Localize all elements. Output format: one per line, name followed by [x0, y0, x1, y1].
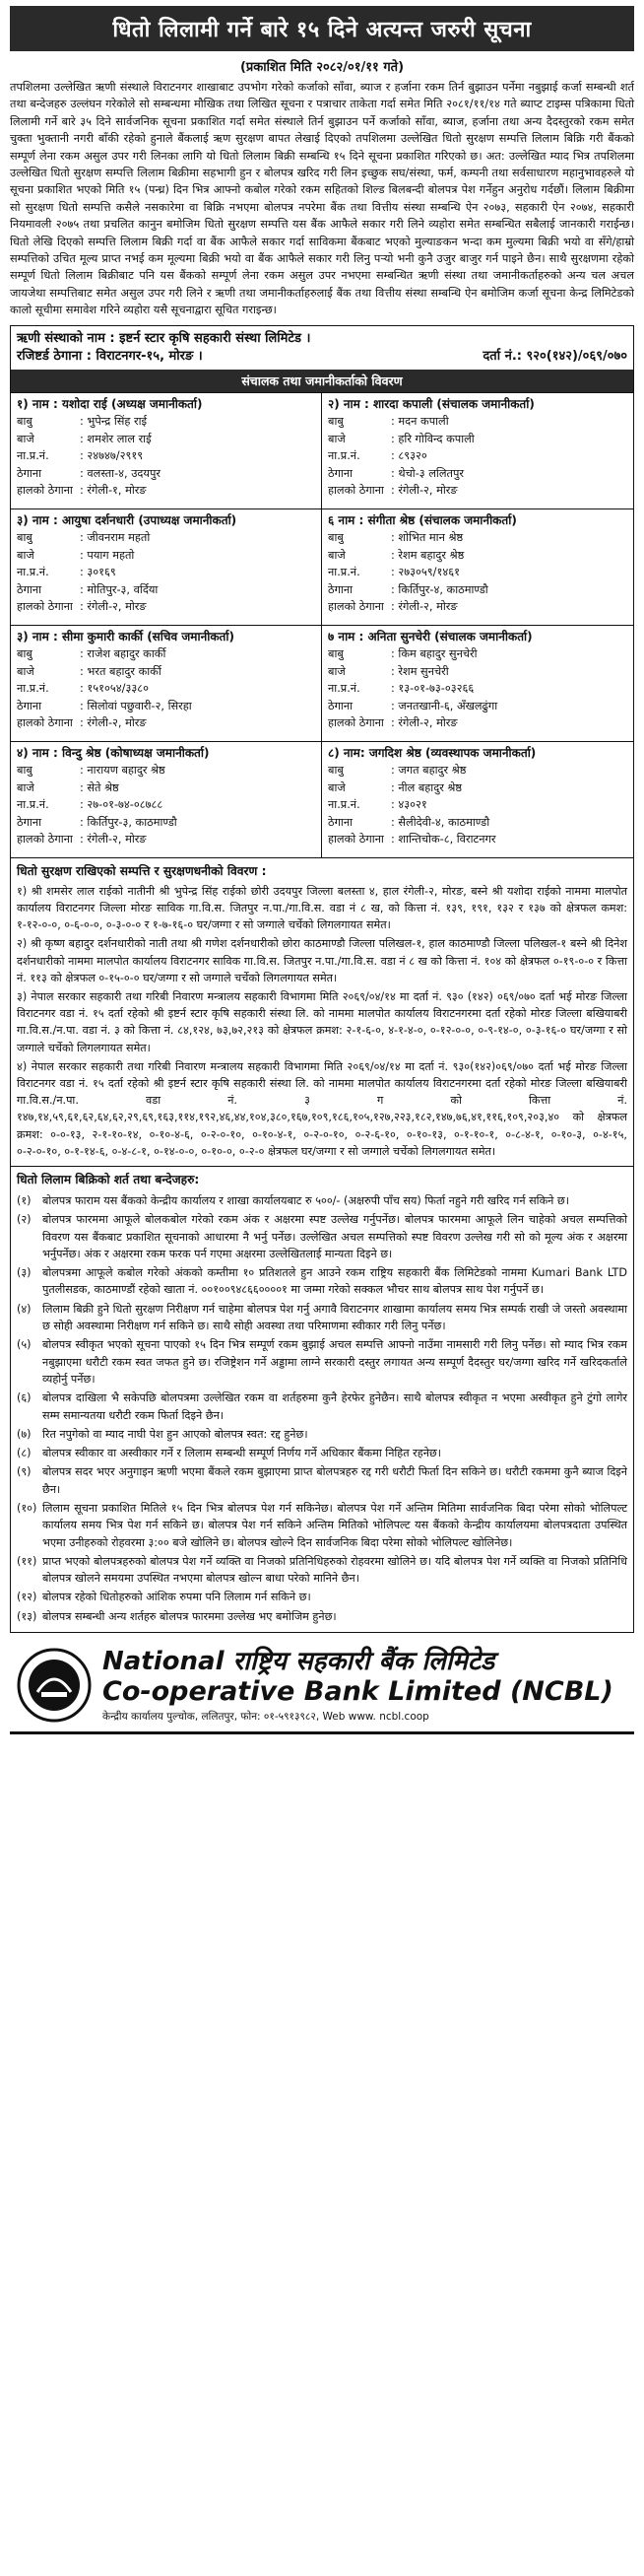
- member-detail-row: [17, 680, 315, 698]
- property-item: २) श्री कृष्ण बहादुर दर्शनधारीको नाती तथा श्री गणेश दर्शनधारीको छोरा काठमाण्डौ जिल्ला पलिखल-१, हाल काठमाण्डौ जिल्ला पलिखल-१ बस्ने श्री दिनेश दर्शनधारीको नाममा मालपोत कार्यालय विराटनगर साविक गा.वि.स. जितपुर न.पा./गा.वि.स. वडा नं ८ ख को कित्ता नं. १०४ को क्षेत्रफल ०-१९-०-० र कित्ता नं. ११३ को क्षेत्रफल ०-१५-०-० घर/जग्गा र सो जग्गाले चर्चेको लिगलगायत समेत।: [17, 937, 627, 984]
- terms-heading: धितो लिलाम बिक्रिको शर्त तथा बन्देजहरु:: [11, 1166, 633, 1189]
- member-detail-row: [17, 780, 315, 797]
- member-detail-label: ठेगाना: [17, 466, 42, 480]
- member-detail-label: ना.प्र.नं.: [17, 449, 49, 463]
- member-detail-value: : नील बहादुर श्रेष्ठ: [391, 780, 463, 794]
- member-detail-row: [328, 780, 627, 797]
- member-detail-label: ठेगाना: [17, 815, 42, 829]
- property-item: ४) नेपाल सरकार सहकारी तथा गरिबी निवारण मन्त्रालय सहकारी विभागमा मिति २०६९/०४/१४ मा दर्ता नं. ९३०(१४२)०६९/०७० दर्ता भई मोरङ जिल्ला विराटनगर वडा नं. १५ दर्ता रहेको श्री इष्टर्न स्टार कृषि सहकारी संस्था लि. को नाममा मालपोत कार्यालय विराटनगरमा दर्ता रहेको मोरङ जिल्ला बखियाबरी गा.वि.स./न.पा. वडा नं. ३ ग को कित्ता नं. १४७,१४,५९,६१,६२,६४,६२,२९,६९,१६३,११४,१९२,४६,४४,१०४,३८०,१६७,१०९,१८६,१०५,१२७,२२३,१८२,१४७,७६,४१,११६,१०९,२०३,४० को क्षेत्रफल क्रमश: ०-०-१३, २-१-१०-१४, ०-१०-४-६, ०-२-०-१०, ०-१०-४-१, ०-२-०-१०, ०-२-६-१०, ०-१०-१३, ०-१-१०-१, ०-८-४-१, ०-१०-३, ०-४-१५, ०-२-०-१०, ०-१-१४-६, ०-४-८-१, ०-१४-०-०, ०-१०-०, ०-२-० क्षेत्रफल घर/जग्गा र सो जग्गाले चर्चेको लिगलगायत समेत।: [17, 1059, 627, 1158]
- term-number: (१): [17, 1193, 32, 1207]
- member-detail-label: ना.प्र.नं.: [328, 566, 360, 579]
- member-detail-value: : मदन कपाली: [391, 415, 449, 429]
- member-detail-label: ठेगाना: [328, 699, 354, 712]
- term-item: [17, 1463, 627, 1498]
- term-item: [17, 1426, 627, 1443]
- member-name: ३) नाम : आयुषा दर्शनधारी (उपाध्यक्ष जमानीकर्ता): [17, 512, 237, 527]
- bank-name-nepali: राष्ट्रिय सहकारी बैंक लिमिटेड: [232, 1647, 494, 1677]
- member-detail-value: : रेशम बहादुर श्रेष्ठ: [391, 548, 465, 562]
- member-detail-label: बाजे: [328, 664, 346, 678]
- notice-page: [10, 6, 634, 1734]
- term-item: [17, 1264, 627, 1299]
- member-detail-label: हालको ठेगाना: [328, 600, 384, 614]
- term-number: (५): [17, 1338, 32, 1352]
- member-detail-row: [17, 698, 315, 715]
- member-cell: [11, 625, 322, 741]
- term-number: (१२): [17, 1591, 37, 1604]
- member-detail-value: : पयाग महतो: [80, 548, 135, 562]
- member-detail-value: : १५१०५४/३३८०: [80, 682, 149, 696]
- term-number: (७): [17, 1427, 32, 1441]
- member-detail-label: हालको ठेगाना: [328, 484, 384, 498]
- term-text: बोलपत्रमा आफूले कबोल गरेको अंकको कम्तीमा १० प्रतिशतले हुन आउने रकम राष्ट्रिय सहकारी बैंक लिमिटेडको नाममा Kumari Bank LTD पुतलीसडक, काठमाण्डौं रहेको खाता नं. ००१००९४८६६००००१ मा जम्मा गरेको सक्कल भौचर साथ बोलपत्र साथ पेश गर्नुपर्ने छ।: [42, 1266, 627, 1297]
- member-detail-value: : १३-०१-७३-०३२६६: [391, 682, 475, 696]
- member-cell: [322, 741, 633, 857]
- member-name: ४) नाम : विन्दु श्रेष्ठ (कोषाध्यक्ष जमानीकर्ता): [17, 745, 210, 760]
- member-detail-label: ना.प्र.नं.: [17, 682, 49, 696]
- term-number: (६): [17, 1391, 32, 1405]
- member-detail-label: हालको ठेगाना: [17, 833, 73, 847]
- member-detail-row: [17, 796, 315, 814]
- member-detail-row: [17, 547, 315, 565]
- member-detail-label: हालको ठेगाना: [328, 716, 384, 730]
- member-detail-row: [328, 529, 627, 547]
- member-detail-row: [17, 529, 315, 547]
- term-item: [17, 1301, 627, 1335]
- bottom-rule: [10, 1731, 634, 1734]
- term-text: लिलाम सूचना प्रकाशित मितिले १५ दिन भित्र बोलपत्र पेश गर्न सकिनेछ। बोलपत्र पेश गर्ने अन्तिम मितिमा सार्वजनिक बिदा परेमा सोको भोलिपल्ट कार्यालय समय भित्र पेश गर्न सकिने छ। बोलपत्र पेश गर्न सकिने अन्तिम मितिको भोलिपल्ट यस बैंकको केन्द्रीय कार्यालयमा बोलपत्रदाता उपस्थित भएमा उनीहरुको रोहवरमा ३:०० बजे खोलिने छ। बोलपत्र खोल्ने दिन सार्वजनिक बिदा परेमा सोको भोलिपल्ट खोलिनेछ।: [42, 1501, 627, 1549]
- member-detail-value: : हरि गोविन्द कपाली: [391, 432, 475, 445]
- member-detail-row: [17, 714, 315, 732]
- member-detail-row: [17, 598, 315, 616]
- member-name: ६ नाम : संगीता श्रेष्ठ (संचालक जमानीकर्ता): [328, 512, 517, 527]
- member-detail-row: [17, 431, 315, 448]
- term-item: [17, 1445, 627, 1461]
- borrower-address: रजिष्टर्ड ठेगाना : विराटनगर-१५, मोरङ ।: [17, 348, 203, 364]
- term-text: बोलपत्र सदर भएर अनुगाइन ऋणी भएमा बैंकले रकम बुझाएमा प्राप्त बोलपत्रहरु रद्द गरी धरौटी फिर्ता दिन सकिने छ। धरौटी रकममा कुनै ब्याज दिइने छैन।: [42, 1465, 627, 1496]
- terms-list: [11, 1189, 633, 1632]
- member-detail-value: : रंगेली-२, मोरङ: [80, 600, 147, 614]
- borrower-regno: दर्ता नं.: ९२०(१४२)/०६९/०७०: [483, 348, 627, 364]
- member-cell: [11, 741, 322, 857]
- publication-date: (प्रकाशित मिति २०८२/०१/११ गते): [239, 60, 405, 75]
- member-detail-value: : रंगेली-२, मोरङ: [391, 716, 458, 730]
- member-detail-row: [17, 465, 315, 483]
- member-detail-label: बाबु: [328, 531, 344, 545]
- member-detail-label: ठेगाना: [328, 582, 354, 596]
- member-detail-value: : जगत बहादुर श्रेष्ठ: [391, 764, 467, 778]
- member-detail-row: [328, 680, 627, 698]
- member-detail-label: बाजे: [17, 780, 34, 794]
- member-detail-label: बाबु: [328, 764, 344, 778]
- notice-title: धितो लिलामी गर्ने बारे १५ दिने अत्यन्त जरुरी सूचना: [10, 6, 634, 51]
- member-detail-row: [328, 796, 627, 814]
- member-detail-label: बाबु: [328, 647, 344, 661]
- member-cell: [322, 625, 633, 741]
- member-detail-value: : रंगेली-२, मोरङ: [80, 716, 147, 730]
- bank-logo-icon: [16, 1647, 93, 1724]
- member-detail-row: [328, 762, 627, 780]
- member-detail-label: हालको ठेगाना: [17, 600, 73, 614]
- term-number: (१०): [17, 1501, 37, 1515]
- member-cell: [322, 392, 633, 508]
- member-detail-value: : सेते श्रेष्ठ: [80, 780, 119, 794]
- member-detail-row: [328, 831, 627, 848]
- member-detail-value: : रंगेली-२, मोरङ: [391, 600, 458, 614]
- term-text: प्राप्त भएको बोलपत्रहरुको बोलपत्र पेश गर्ने व्यक्ति वा निजको प्रतिनिधिहरुको रोहवरमा खोलिने छ। यदि बोलपत्र पेश गर्ने व्यक्ति वा निजको प्रतिनिधि बोलपत्र खोलने समयमा उपस्थित नभएमा बोलपत्र खोल्न बाधा परेको मानिने छैन।: [42, 1554, 627, 1586]
- member-detail-label: बाबु: [328, 415, 344, 429]
- member-detail-row: [328, 564, 627, 581]
- member-detail-row: [17, 564, 315, 581]
- member-name: १) नाम : यशोदा राई (अध्यक्ष जमानीकर्ता): [17, 396, 203, 411]
- member-detail-value: : रंगेली-२, मोरङ: [391, 484, 458, 498]
- term-number: (८): [17, 1447, 32, 1460]
- member-detail-label: बाजे: [328, 780, 346, 794]
- member-detail-row: [328, 714, 627, 732]
- details-box: [10, 325, 634, 1633]
- member-detail-label: बाजे: [17, 664, 34, 678]
- member-detail-row: [328, 547, 627, 565]
- member-detail-row: [17, 482, 315, 500]
- member-detail-row: [328, 663, 627, 681]
- member-detail-value: : रेशम सुनचेरी: [391, 664, 449, 678]
- member-detail-label: ना.प्र.नं.: [17, 566, 49, 579]
- member-detail-value: : मोतिपुर-३, वर्दिया: [80, 582, 159, 596]
- member-name: २) नाम : शारदा कपाली (संचालक जमानीकर्ता): [328, 396, 535, 411]
- intro-paragraph: तपशिलमा उल्लेखित ऋणी संस्थाले विराटनगर शाखाबाट उपभोग गरेको कर्जाको साँवा, ब्याज र हर्जाना रकम तिर्न बुझाउन पर्नेमा नबुझाई कर्जा सम्बन्धी शर्त तथा बन्देजहरु उल्लंघन गरेकोले सो सम्बन्धमा मौखिक तथा लिखित सूचना र पत्राचार ताकेता गर्दा समेत मिति २०८१/११/१४ गते ब्याप्ट टाइम्स पत्रिकामा धितो लिलामी गर्ने बारे ३५ दिने सार्वजनिक सूचना प्रकाशित गर्दा समेत संस्थाले तिर्न बुझाउन पर्ने कर्जाको साँवा, ब्याज, हर्जाना तथा अन्य दैदस्तुरको रकम समेत चुक्ता भुक्तानी नगरी बाँकी रहेको हुनाले बैंकलाई ऋण सुरक्षण बापत लेखाई दिएको तपशिलमा उल्लेखित धितो सुरक्षण सम्पत्ति लिलाम बिक्रि गरी बैंकको सम्पूर्ण लेना रकम असुल उपर गरी लिनका लागि यो धितो लिलाम बिक्री सम्बन्धि १५ दिने सूचना प्रकाशित गरिएको छ। अत: उल्लेखित म्याद भित्र तपशिलमा उल्लेखित धितो सुरक्षण सम्पत्ति लिलाम बिक्रीमा सहभागी हुन र बोलपत्र खरिद गरी लिन इच्छुक सघ/संस्था, फर्म, कम्पनी तथा सर्वसाधारण महानुभावहरुले यो सूचना प्रकाशित भएको मिति १५ (पन्ध्र) दिन भित्र आफ्नो कबोल गरेको रकम सहितको शिल्ड बिलबन्दी बोलपत्र पेश गर्नेहुन अनुरोध गर्दछौं। लिलाम बिक्रीमा सो सुरक्षण धितो सम्पत्ति कसैले नसकारेमा वा बिक्रि नभएमा बोलपत्र नपरेमा बैंक तथा वित्तीय संस्था सम्बन्धि ऐन २०७३, सहकारी ऐन २०७४, सहकारी नियमावली २०७५ तथा प्रचलित कानुन बमोजिम धितो सुरक्षण सम्पत्ति यस बैंक आफैले सकार गरी लिने व्यहोरा समेत सम्बन्धित सबैलाई जानकारी गराईन्छ। धितो लेखि दिएको सम्पत्ति लिलाम बिक्री गर्दा वा बैंक आफैले सकार गर्दा साविकमा बैंकबाट भएको मुल्याङकन भन्दा कम मुल्यमा बिक्री भयो वा सँगे/हाम्रो सम्पत्तिको उचित मूल्य प्राप्त नभई कम मूल्यमा बिक्री भयो वा बैंक आफैले सकार गरी लिनु पऱ्यो भनी कुनै उजुर बाजुर गर्न पाइने छैन। साथै सुरक्षणमा रहेको सम्पूर्ण धितो लिलाम बिक्रीबाट पनि यस बैंकको सम्पूर्ण लेना रकम असुल उपर नभएमा सम्बन्धित ऋणी संस्था तथा जमानीकर्ताहरुको अन्य चल अचल जायजेथा सम्पत्तिबाट समेत असुल उपर गरी लिने र ऋणी तथा जमानीकर्ताहरुलाई बैंक तथा वित्तीय संस्था सम्बन्धि ऐन बमोजिम कर्जा सूचना केन्द्र लिमिटेडको कालो सूचीमा समावेश गरिने व्यहोरा यसै सूचनाद्वारा सूचित गराइन्छ।: [10, 81, 634, 317]
- term-text: बोलपत्र स्वीकृत भएको सूचना पाएको १५ दिन भित्र सम्पूर्ण रकम बुझाई अचल सम्पत्ति आफ्नो नाउँमा नामसारी गरी लिनु पर्नेछ। सो म्याद भित्र रकम नबुझाएमा धरौटी रकम स्वत जफत हुने छ। रजिष्ट्रेशन गर्ने अड्डामा लाग्ने सरकारी दस्तुर लगायत अन्य सम्पूर्ण दैदस्तुर घर/जग्गा खरिद गर्ने खरिदकर्ताले व्यहोर्नु पर्नेछ।: [42, 1338, 627, 1386]
- member-detail-value: : रंगेली-१, मोरङ: [80, 484, 147, 498]
- member-detail-label: बाजे: [17, 432, 34, 445]
- member-detail-value: : किर्तिपुर-३, काठमाण्डौ: [80, 815, 177, 829]
- member-detail-label: ठेगाना: [328, 815, 354, 829]
- members-grid: [11, 392, 633, 857]
- term-item: [17, 1211, 627, 1262]
- member-detail-label: हालको ठेगाना: [17, 716, 73, 730]
- term-text: बोलपत्र स्वीकार वा अस्वीकार गर्ने र लिलाम सम्बन्धी सम्पूर्ण निर्णय गर्ने अधिकार बैंकमा निहित रहनेछ।: [42, 1447, 441, 1460]
- term-text: लिलाम बिक्री हुने धितो सुरक्षण निरीक्षण गर्न चाहेमा बोलपत्र पेश गर्नु अगावै विराटनगर शाखामा कार्यालय समय भित्र सम्पर्क राखी जे जस्तो अवस्थामा छ सोही अवस्थामा निरीक्षण गर्न सकिने छ। साथै सोही अवस्था तथा परिमाणमा स्वीकार गरी लिनु पर्नेछ।: [42, 1302, 627, 1333]
- member-name: ३) नाम : सीमा कुमारी कार्की (सचिव जमानीकर्ता): [17, 629, 234, 644]
- term-item: [17, 1500, 627, 1551]
- member-detail-row: [328, 814, 627, 832]
- member-detail-value: : रंगेली-२, मोरङ: [80, 833, 147, 847]
- member-detail-row: [328, 598, 627, 616]
- bank-brand-word: National: [102, 1647, 225, 1677]
- member-detail-value: : शमशेर लाल राई: [80, 432, 152, 445]
- member-name: ८) नाम: जगदिश श्रेष्ठ (व्यवस्थापक जमानीकर्ता): [328, 745, 537, 760]
- term-item: [17, 1336, 627, 1388]
- member-detail-value: : सिलोवां पछुवारी-२, सिरहा: [80, 699, 192, 712]
- member-detail-row: [328, 698, 627, 715]
- member-detail-row: [17, 663, 315, 681]
- term-text: बोलपत्र दाखिला भै सकेपछि बोलपत्रमा उल्लेखित रकम वा शर्तहरुमा कुनै हेरफेर हुनेछैन। साथै बोलपत्र स्वीकृत न भएमा अस्वीकृत हुने टुंगो लागेर सम्म समान्यतया धरौटी रकम फिर्ता दिइने छैन।: [42, 1391, 627, 1422]
- bank-name-english: Co-operative Bank Limited (NCBL): [102, 1676, 613, 1708]
- member-detail-row: [328, 581, 627, 599]
- term-text: बोलपत्र रहेको धितोहरुको आंशिक रुपमा पनि लिलाम गर्न सकिने छ।: [42, 1591, 311, 1604]
- member-detail-label: ठेगाना: [17, 699, 42, 712]
- member-detail-value: : नारायण बहादुर श्रेष्ठ: [80, 764, 165, 778]
- borrower-name: ऋणी संस्थाको नाम : इष्टर्न स्टार कृषि सहकारी संस्था लिमिटेड ।: [17, 330, 311, 346]
- member-detail-label: बाबु: [17, 415, 32, 429]
- term-item: [17, 1192, 627, 1209]
- bank-footer: [10, 1643, 634, 1728]
- property-heading: धितो सुरक्षण राखिएको सम्पत्ति र सुरक्षणधनीको विवरण :: [11, 857, 633, 881]
- term-text: बोलपत्र फाराम यस बैंकको केन्द्रीय कार्यालय र शाखा कार्यालयबाट रु ५००/- (अक्षरुपी पाँच सय) फिर्ता नहुने गरी खरिद गर्न सकिने छ।: [42, 1193, 570, 1207]
- member-detail-label: हालको ठेगाना: [328, 833, 384, 847]
- member-detail-label: ना.प्र.नं.: [328, 682, 360, 696]
- member-detail-row: [328, 431, 627, 448]
- member-detail-value: : ४३०२१: [391, 798, 427, 812]
- term-text: बोलपत्र सम्बन्धी अन्य शर्तहरु बोलपत्र फारममा उल्लेख भए बमोजिम हुनेछ।: [42, 1609, 337, 1623]
- member-detail-value: : जनतखानी-६, अँखलढुंगा: [391, 699, 498, 712]
- term-item: [17, 1589, 627, 1605]
- term-number: (१३): [17, 1609, 37, 1623]
- member-detail-value: : वलस्ता-४, उदयपुर: [80, 466, 161, 480]
- bank-address: केन्द्रीय कार्यालय पुल्चोक, ललितपुर, फोन: ०१-५९१३९८२, Web www. ncbl.coop: [102, 1711, 429, 1724]
- member-detail-value: : भुपेन्द्र सिंह राई: [80, 415, 148, 429]
- member-detail-row: [17, 645, 315, 663]
- member-detail-row: [328, 465, 627, 483]
- member-detail-row: [328, 482, 627, 500]
- member-detail-value: : २७-०१-७४-०८७८८: [80, 798, 163, 812]
- member-detail-label: बाजे: [328, 548, 346, 562]
- term-item: [17, 1553, 627, 1588]
- member-detail-label: बाबु: [17, 764, 32, 778]
- member-detail-row: [17, 413, 315, 431]
- member-detail-value: : जीवनराम महतो: [80, 531, 151, 545]
- member-detail-row: [328, 447, 627, 465]
- member-detail-value: : २४७४७/२९१९: [80, 449, 144, 463]
- member-detail-label: ना.प्र.नं.: [17, 798, 49, 812]
- term-number: (२): [17, 1213, 32, 1227]
- member-cell: [11, 392, 322, 508]
- term-number: (३): [17, 1266, 32, 1280]
- member-detail-value: : राजेश बहादुर कार्की: [80, 647, 166, 661]
- term-number: (४): [17, 1302, 32, 1316]
- member-detail-value: : सैलीदेवी-४, काठमाण्डौ: [391, 815, 490, 829]
- member-detail-label: बाबु: [17, 647, 32, 661]
- member-detail-row: [17, 831, 315, 848]
- member-detail-value: : ८९३२०: [391, 449, 427, 463]
- member-detail-value: : भरत बहादुर कार्की: [80, 664, 161, 678]
- member-detail-label: ठेगाना: [17, 582, 42, 596]
- term-item: [17, 1390, 627, 1424]
- member-detail-label: ठेगाना: [328, 466, 354, 480]
- member-detail-label: बाजे: [17, 548, 34, 562]
- members-heading: संचालक तथा जमानीकर्ताको विवरण: [11, 370, 633, 392]
- term-text: रित नपुगेको वा म्याद नाघी पेश हुन आएको बोलपत्र स्वत: रद्द हुनेछ।: [42, 1427, 308, 1441]
- member-detail-label: ना.प्र.नं.: [328, 449, 360, 463]
- member-detail-label: बाजे: [328, 432, 346, 445]
- member-detail-label: ना.प्र.नं.: [328, 798, 360, 812]
- member-detail-label: हालको ठेगाना: [17, 484, 73, 498]
- member-detail-label: बाबु: [17, 531, 32, 545]
- borrower-header: [11, 326, 633, 370]
- member-cell: [322, 508, 633, 625]
- property-list: [11, 881, 633, 1166]
- member-detail-row: [328, 645, 627, 663]
- member-detail-value: : किर्तिपुर-४, काठमाण्डौ: [391, 582, 488, 596]
- term-text: बोलपत्र फारममा आफूले बोलकबोल गरेको रकम अंक र अक्षरमा स्पष्ट उल्लेख गर्नुपर्नेछ। बोलपत्र फारममा आफूले लिन चाहेको अचल सम्पत्तिको विवरण यस बैंकबाट प्रकाशित सूचनाको आधारमा नै भर्नु पर्नेछ। उल्लेखित अचल सम्पत्तिको स्पष्ट विवरण उल्लेख गरी सो को मूल्य अंक र अक्षरमा भर्नुपर्नेछ। अंक र अक्षरमा रकम फरक पर्न गएमा अक्षरमा उल्लेखितलाई मान्यता दिइने छ।: [42, 1213, 627, 1260]
- property-item: १) श्री शमसेर लाल राईको नातीनी श्री भुपेन्द्र सिंह राईको छोरी उदयपुर जिल्ला बलस्ता ४, हाल रंगेली-२, मोरङ, बस्ने श्री यशोदा राईको नाममा मालपोत कार्यालय विराटनगर जिल्ला मोरङ साविक गा.वि.स. जितपुर न.पा./गा.वि.स. वडा नं ८ ख, को कित्ता नं. १३९, १९१, १३२ र १३७ को क्षेत्रफल कमश: १-१२-०-०, ०-६-०-०, ०-३-०-० र १-७-१६-० घर/जग्गा र सो जग्गाले चर्चेको लिगलगायत समेत।: [17, 884, 627, 932]
- member-detail-row: [17, 447, 315, 465]
- term-number: (९): [17, 1465, 32, 1479]
- member-detail-row: [328, 413, 627, 431]
- member-detail-value: : २७३०५९/१४६१: [391, 566, 460, 579]
- term-item: [17, 1608, 627, 1625]
- member-detail-row: [17, 581, 315, 599]
- term-number: (११): [17, 1554, 37, 1568]
- property-item: ३) नेपाल सरकार सहकारी तथा गरिबी निवारण मन्त्रालय सहकारी विभागमा मिति २०६९/०४/१४ मा दर्ता नं. ९३० (१४२) ०६९/०७० दर्ता भई मोरङ जिल्ला विराटनगर वडा नं. १५ दर्ता रहेको श्री इष्टर्न स्टार कृषि सहकारी संस्था लि. को नाममा मालपोत कार्यालय विराटनगरमा दर्ता रहेको मोरङ जिल्ला बखियाबरी गा.वि.स./न.पा. वडा नं. ३ को कित्ता नं. ८४,१२४, ७३,७२,२१३ को क्षेत्रफल क्रमश: २-१-६-०, ४-१-४-०, ०-१२-०-०, ०-९-१४-०, ०-३-१६-० घर/जग्गा र सो जग्गाले चर्चेको लिगलगायत समेत।: [17, 989, 627, 1054]
- member-name: ७ नाम : अनिता सुनचेरी (संचालक जमानीकर्ता): [328, 629, 533, 644]
- member-detail-value: : शोभित मान श्रेष्ठ: [391, 531, 464, 545]
- member-detail-value: : किम बहादुर सुनचेरी: [391, 647, 478, 661]
- member-detail-row: [17, 814, 315, 832]
- member-detail-value: : ३०१६९: [80, 566, 116, 579]
- member-detail-value: : शान्तिचोक-८, विराटनगर: [391, 833, 496, 847]
- member-cell: [11, 508, 322, 625]
- member-detail-value: : थेचो-३ ललितपुर: [391, 466, 464, 480]
- member-detail-row: [17, 762, 315, 780]
